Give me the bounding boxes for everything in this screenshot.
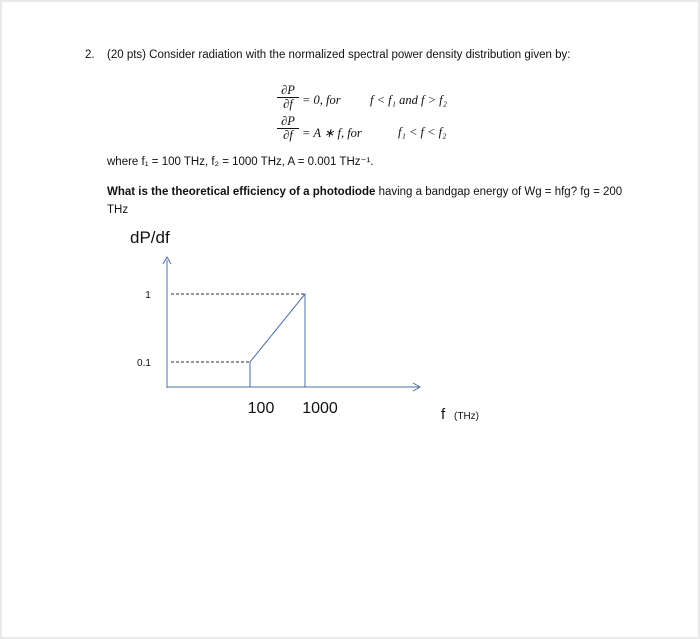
eq1-condition: f < f₁ and f > f₂ — [370, 93, 447, 107]
eq1-denominator: ∂f — [283, 97, 293, 111]
eq1-rhs: = 0, for — [302, 93, 341, 107]
y-tick-label-1: 1 — [145, 290, 151, 301]
eq2-rhs: = A ∗ f, for — [302, 126, 362, 140]
x-tick-label-100: 100 — [247, 400, 275, 417]
question-bold: What is the theoretical efficiency of a photodiode — [107, 186, 376, 198]
spectral-density-chart — [2, 2, 698, 637]
y-tick-label-0.1: 0.1 — [137, 358, 151, 369]
y-axis-label: dP/df — [130, 228, 170, 247]
eq2-denominator: ∂f — [283, 128, 293, 142]
x-axis-unit: (THz) — [454, 411, 479, 422]
question-rest: having a bandgap energy of Wg = hfg? fg = 200 — [375, 186, 623, 198]
question-wrap: THz — [107, 204, 129, 216]
eq2-numerator: ∂P — [281, 114, 295, 128]
document-page — [2, 2, 698, 637]
problem-header: (20 pts) Consider radiation with the normalized spectral power density distribution given by: — [107, 49, 571, 61]
x-tick-label-1000: 1000 — [302, 400, 338, 417]
problem-number: 2. — [85, 49, 95, 61]
eq2-condition: f₁ < f < f₂ — [398, 125, 447, 139]
x-axis-label: f — [441, 406, 446, 423]
given-values: where f₁ = 100 THz, f₂ = 1000 THz, A = 0.001 THz⁻¹. — [107, 156, 374, 168]
data-series-line — [250, 294, 305, 387]
eq1-numerator: ∂P — [281, 83, 295, 97]
